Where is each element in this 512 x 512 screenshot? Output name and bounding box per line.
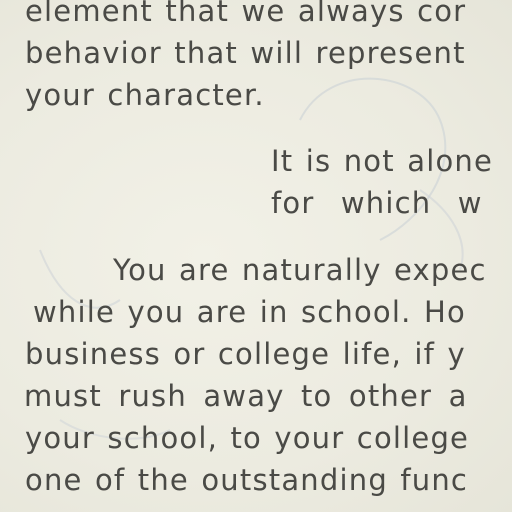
text-line: one of the outstanding func <box>25 463 469 497</box>
quote-line: for which w <box>271 186 483 220</box>
text-line: while you are in school. Ho <box>33 295 466 329</box>
text-line: your character. <box>25 78 265 112</box>
text-line: your school, to your college <box>25 421 470 455</box>
text-line: business or college life, if y <box>25 337 466 371</box>
text-line: must rush away to other a <box>24 379 468 413</box>
paragraph-first-line: You are naturally expec <box>113 253 487 287</box>
text-line: behavior that will represent <box>25 36 466 70</box>
text-line: element that we always cor <box>25 0 467 28</box>
quote-line: It is not alone <box>271 144 494 178</box>
